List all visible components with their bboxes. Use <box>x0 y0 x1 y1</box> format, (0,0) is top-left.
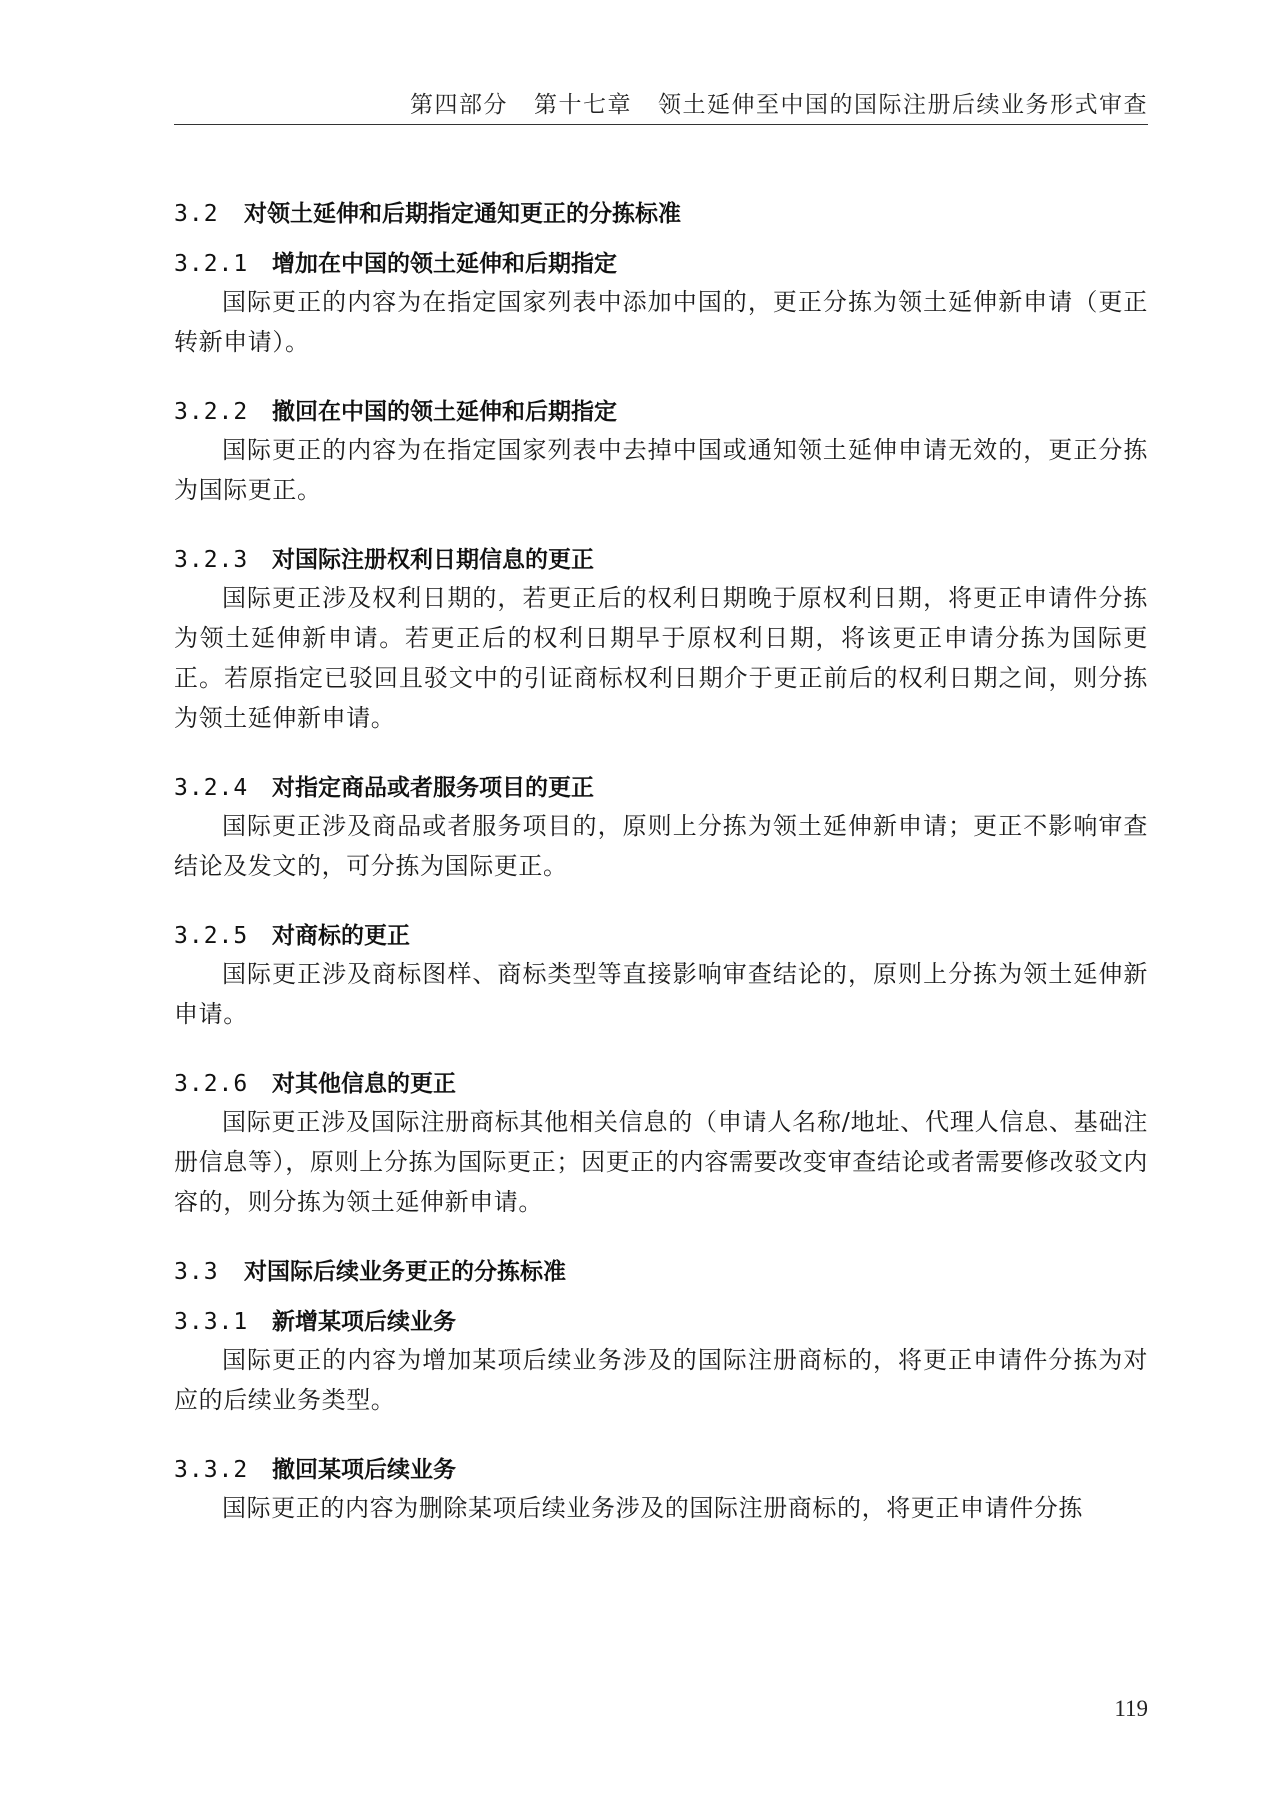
subsection-number: 3.2.4 <box>174 775 249 801</box>
section-number: 3.3 <box>174 1259 219 1285</box>
subsection-title: 新增某项后续业务 <box>272 1309 456 1335</box>
subsection-heading <box>174 1304 1148 1340</box>
subsection-number: 3.2.5 <box>174 923 249 949</box>
subsection-heading <box>174 770 1148 806</box>
running-header <box>175 86 1148 119</box>
subsection-heading <box>174 1452 1148 1488</box>
subsection-3-2-5 <box>174 918 1148 1034</box>
subsection-3-3-1 <box>174 1304 1148 1420</box>
subsection-heading <box>174 918 1148 954</box>
subsection-title: 撤回某项后续业务 <box>272 1457 456 1483</box>
subsection-title: 对其他信息的更正 <box>272 1071 456 1097</box>
subsection-number: 3.2.6 <box>174 1071 249 1097</box>
subsection-title: 对国际注册权利日期信息的更正 <box>272 547 594 573</box>
subsection-3-2-2 <box>174 394 1148 510</box>
subsection-title: 撤回在中国的领土延伸和后期指定 <box>272 399 617 425</box>
paragraph: 国际更正涉及权利日期的，若更正后的权利日期晚于原权利日期，将更正申请件分拣为领土延伸新申请。若更正后的权利日期早于原权利日期，将该更正申请分拣为国际更正。若原指定已驳回且驳文中的引证商标权利日期介于更正前后的权利日期之间，则分拣为领土延伸新申请。 <box>174 584 1148 732</box>
paragraph: 国际更正的内容为在指定国家列表中去掉中国或通知领土延伸申请无效的，更正分拣为国际更正。 <box>174 436 1148 504</box>
section-heading-3-3 <box>174 1254 1148 1290</box>
paragraph: 国际更正涉及商标图样、商标类型等直接影响审查结论的，原则上分拣为领土延伸新申请。 <box>174 960 1148 1028</box>
subsection-heading <box>174 246 1148 282</box>
section-title: 对领土延伸和后期指定通知更正的分拣标准 <box>244 201 681 227</box>
page-number: 119 <box>1114 1696 1148 1721</box>
subsection-number: 3.3.1 <box>174 1309 249 1335</box>
subsection-3-2-1 <box>174 246 1148 362</box>
paragraph: 国际更正涉及商品或者服务项目的，原则上分拣为领土延伸新申请；更正不影响审查结论及发文的，可分拣为国际更正。 <box>174 812 1148 880</box>
subsection-3-2-6 <box>174 1066 1148 1222</box>
page-content <box>174 196 1148 1560</box>
subsection-number: 3.2.3 <box>174 547 249 573</box>
subsection-3-2-3 <box>174 542 1148 738</box>
subsection-title: 对商标的更正 <box>272 923 410 949</box>
header-chapter: 第十七章 <box>534 92 632 118</box>
subsection-heading <box>174 1066 1148 1102</box>
subsection-heading <box>174 542 1148 578</box>
section-title: 对国际后续业务更正的分拣标准 <box>244 1259 566 1285</box>
paragraph: 国际更正的内容为增加某项后续业务涉及的国际注册商标的，将更正申请件分拣为对应的后续业务类型。 <box>174 1346 1148 1414</box>
subsection-title: 增加在中国的领土延伸和后期指定 <box>272 251 617 277</box>
header-part: 第四部分 <box>410 92 508 118</box>
subsection-3-2-4 <box>174 770 1148 886</box>
header-rule <box>174 124 1148 125</box>
subsection-title: 对指定商品或者服务项目的更正 <box>272 775 594 801</box>
subsection-number: 3.3.2 <box>174 1457 249 1483</box>
subsection-heading <box>174 394 1148 430</box>
subsection-number: 3.2.1 <box>174 251 249 277</box>
paragraph: 国际更正的内容为删除某项后续业务涉及的国际注册商标的，将更正申请件分拣 <box>222 1494 1083 1522</box>
header-title: 领土延伸至中国的国际注册后续业务形式审查 <box>658 92 1148 118</box>
paragraph: 国际更正的内容为在指定国家列表中添加中国的，更正分拣为领土延伸新申请（更正转新申请）。 <box>174 288 1148 356</box>
section-number: 3.2 <box>174 201 219 227</box>
paragraph: 国际更正涉及国际注册商标其他相关信息的（申请人名称/地址、代理人信息、基础注册信息等），原则上分拣为国际更正；因更正的内容需要改变审查结论或者需要修改驳文内容的，则分拣为领土延伸新申请。 <box>174 1108 1148 1216</box>
section-heading-3-2 <box>174 196 1148 232</box>
subsection-number: 3.2.2 <box>174 399 249 425</box>
subsection-3-3-2 <box>174 1452 1148 1528</box>
